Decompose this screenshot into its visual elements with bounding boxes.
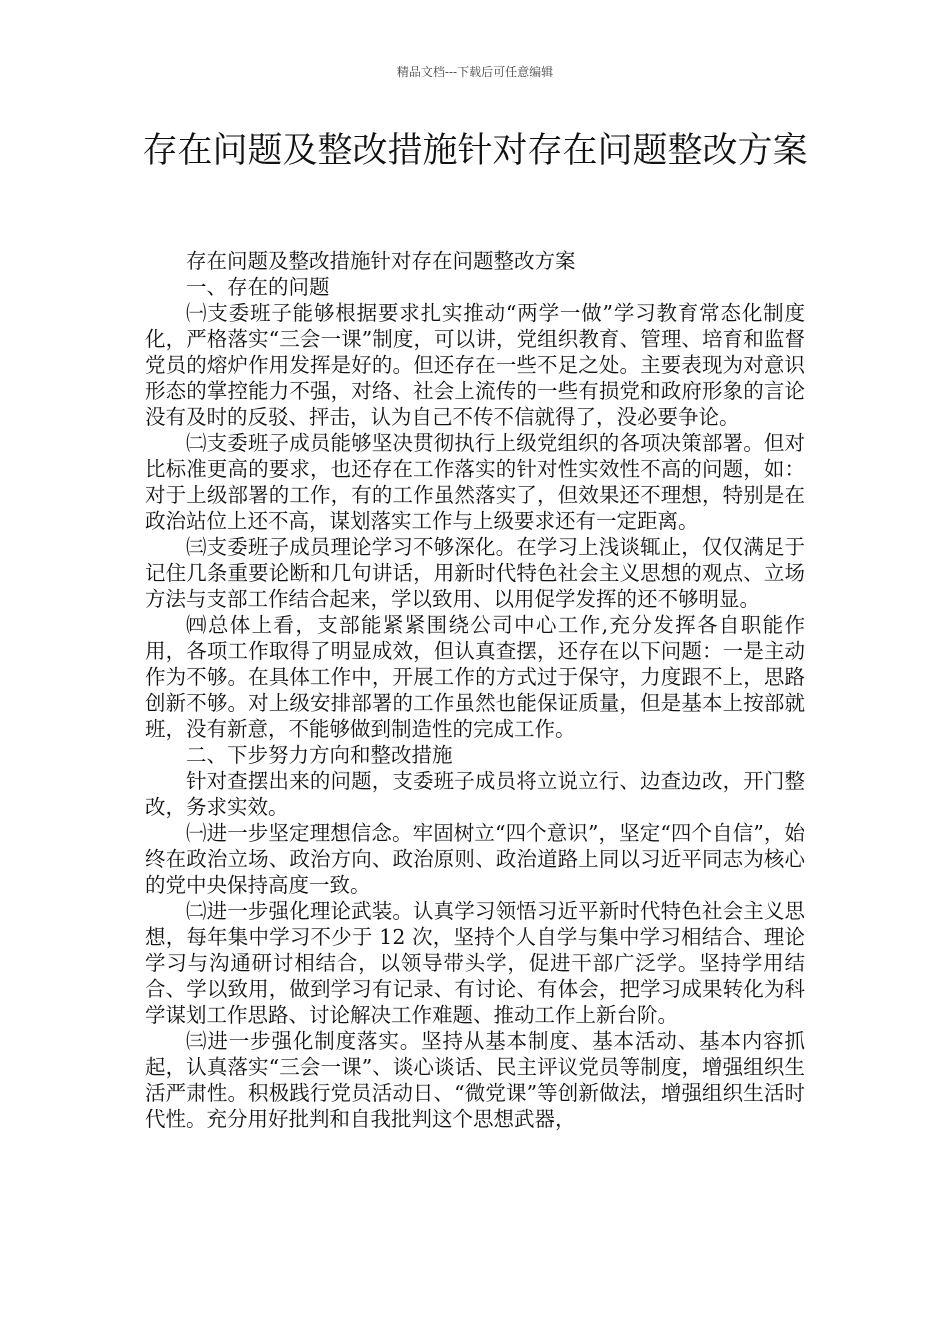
paragraph: ㈡支委班子成员能够坚决贯彻执行上级党组织的各项决策部署。但对比标准更高的要求，也还存在工作落实的针对性实效性不高的问题，如：对于上级部署的工作，有的工作虽然落实了，但效果还不理想，特别是在政治站位上还不高，谋划落实工作与上级要求还有一定距离。	[145, 431, 805, 533]
paragraph-subtitle: 存在问题及整改措施针对存在问题整改方案	[186, 249, 576, 273]
paragraph: ㈢支委班子成员理论学习不够深化。在学习上浅谈辄止，仅仅满足于记住几条重要论断和几句讲话，用新时代特色社会主义思想的观点、立场方法与支部工作结合起来，学以致用、以用促学发挥的还不够明显。	[145, 535, 805, 611]
paragraph: 针对查摆出来的问题，支委班子成员将立说立行、边查边改，开门整改，务求实效。	[145, 769, 805, 819]
paragraph: ㈡进一步强化理论武装。认真学习领悟习近平新时代特色社会主义思想，每年集中学习不少于 12 次，坚持个人自学与集中学习相结合、理论学习与沟通研讨相结合，以领导带头学，促进干部广泛学。坚持学用结合、学以致用，做到学习有记录、有讨论、有体会，把学习成果转化为科学谋划工作思路、讨论解决工作难题、推动工作上新台阶。	[145, 899, 805, 1027]
paragraph: ㈠支委班子能够根据要求扎实推动“两学一做”学习教育常态化制度化，严格落实“三会一课”制度，可以讲，党组织教育、管理、培育和监督党员的熔炉作用发挥是好的。但还存在一些不足之处。主要表现为对意识形态的掌控能力不强，对络、社会上流传的一些有损党和政府形象的言论没有及时的反驳、抨击，认为自己不传不信就得了，没必要争论。	[145, 301, 805, 429]
paragraph: ㈣总体上看，支部能紧紧围绕公司中心工作,充分发挥各自职能作用，各项工作取得了明显成效，但认真查摆，还存在以下问题：一是主动作为不够。在具体工作中，开展工作的方式过于保守，力度跟不上，思路创新不够。对上级安排部署的工作虽然也能保证质量，但是基本上按部就班，没有新意，不能够做到制造性的完成工作。	[145, 613, 805, 741]
section-heading-problems: 一、存在的问题	[186, 275, 330, 299]
paragraph: ㈢进一步强化制度落实。坚持从基本制度、基本活动、基本内容抓起，认真落实“三会一课”、谈心谈话、民主评议党员等制度，增强组织生活严肃性。积极践行党员活动日、“微党课”等创新做法，增强组织生活时代性。充分用好批判和自我批判这个思想武器，	[145, 1029, 805, 1131]
section-heading-measures: 二、下步努力方向和整改措施	[186, 743, 453, 767]
paragraph: ㈠进一步坚定理想信念。牢固树立“四个意识”，坚定“四个自信”，始终在政治立场、政治方向、政治原则、政治道路上同以习近平同志为核心的党中央保持高度一致。	[145, 821, 805, 897]
document-title: 存在问题及整改措施针对存在问题整改方案	[142, 131, 808, 171]
document-body	[145, 248, 805, 1132]
page-header: 精品文档---下载后可任意编辑	[396, 65, 554, 79]
